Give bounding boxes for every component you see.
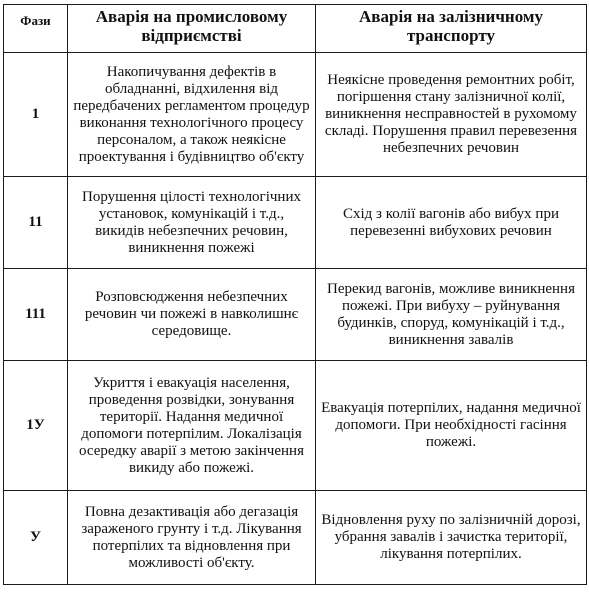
industrial-description: Укриття і евакуація населення, проведення розвідки, зонування території. Надання медичної допомоги потерпілим. Локалізація осередку аварії з метою закінчення викиду або пожежі. bbox=[68, 361, 316, 491]
phase-number: 1У bbox=[4, 361, 68, 491]
phase-number: 11 bbox=[4, 177, 68, 269]
table-row bbox=[4, 53, 587, 177]
header-industrial-accident: Аварія на промисловому відприємстві bbox=[68, 5, 316, 53]
industrial-description: Розповсюдження небезпечних речовин чи пожежі в навколишнє середовище. bbox=[68, 269, 316, 361]
phase-number: 1 bbox=[4, 53, 68, 177]
railway-description: Відновлення руху по залізничній дорозі, убрання завалів і зачистка території, лікування потерпілих. bbox=[316, 491, 587, 585]
table-row bbox=[4, 361, 587, 491]
railway-description: Схід з колії вагонів або вибух при перевезенні вибухових речовин bbox=[316, 177, 587, 269]
table-header-row bbox=[4, 5, 587, 53]
railway-description: Евакуація потерпілих, надання медичної допомоги. При необхідності гасіння пожежі. bbox=[316, 361, 587, 491]
table-row bbox=[4, 177, 587, 269]
header-phase: Фази bbox=[4, 5, 68, 53]
table-row bbox=[4, 269, 587, 361]
table-row bbox=[4, 491, 587, 585]
industrial-description: Порушення цілості технологічних установок, комунікацій і т.д., викидів небезпечних речовин, виникнення пожежі bbox=[68, 177, 316, 269]
phase-number: У bbox=[4, 491, 68, 585]
industrial-description: Повна дезактивація або дегазація зараженого грунту і т.д. Лікування потерпілих та відновлення при можливості об'єкту. bbox=[68, 491, 316, 585]
header-railway-accident: Аварія на залізничному транспорту bbox=[316, 5, 587, 53]
railway-description: Перекид вагонів, можливе виникнення пожежі. При вибуху – руйнування будинків, споруд, комунікацій і т.д., виникнення завалів bbox=[316, 269, 587, 361]
document-page bbox=[3, 4, 586, 588]
industrial-description: Накопичування дефектів в обладнанні, відхилення від передбачених регламентом процедур виконання технологічного процесу персоналом, а також неякісне проектування і будівництво об'єкту bbox=[68, 53, 316, 177]
phase-number: 111 bbox=[4, 269, 68, 361]
railway-description: Неякісне проведення ремонтних робіт, погіршення стану залізничної колії, виникнення несправностей в рухомому складі. Порушення правил перевезення небезпечних речовин bbox=[316, 53, 587, 177]
accident-phases-table bbox=[3, 4, 587, 585]
